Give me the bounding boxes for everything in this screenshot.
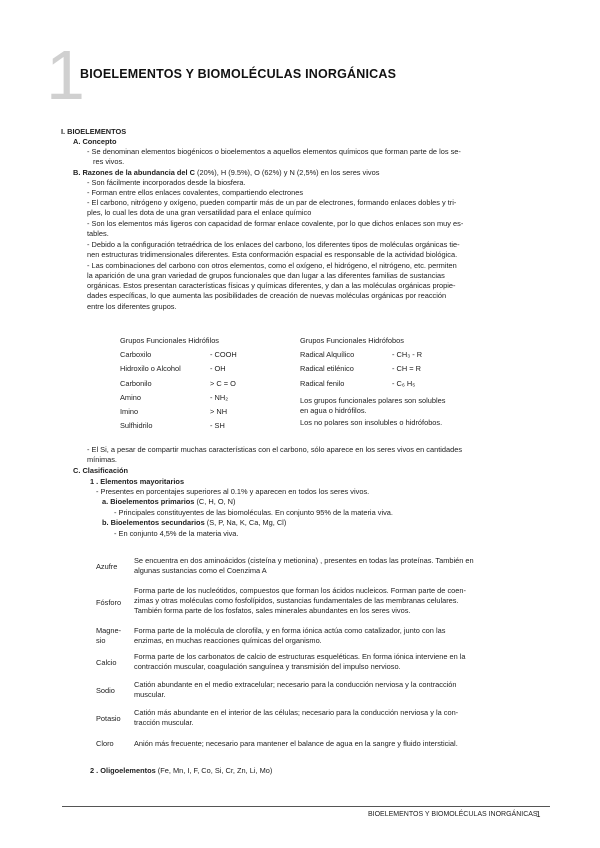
element-desc: muscular.: [134, 690, 166, 699]
element-desc: Forma parte de la molécula de clorofila, y en forma iónica actúa como catalizador, junto con las: [134, 626, 446, 635]
secondary-heading: [102, 518, 286, 528]
primary-elements: (C, H, O, N): [194, 497, 236, 506]
element-desc: enzimas, en muchas reacciones químicas del organismo.: [134, 636, 322, 645]
list-item: - Forman entre ellos enlaces covalentes, compartiendo electrones: [87, 188, 304, 197]
oligo-title: 2 . Oligoelementos: [90, 766, 156, 775]
list-item: tables.: [87, 229, 109, 238]
list-item: entre los diferentes grupos.: [87, 302, 177, 311]
group-name: Hidroxilo o Alcohol: [120, 364, 181, 373]
group-formula: - CH₃ - R: [392, 350, 423, 359]
element-label: Fósforo: [96, 598, 122, 607]
section-heading: I. BIOELEMENTOS: [61, 127, 127, 136]
group-note: Los no polares son insolubles o hidrófobos.: [300, 418, 443, 427]
group-formula: - OH: [210, 364, 226, 373]
element-desc: Catión abundante en el medio extracelular; necesario para la conducción nerviosa y la contracción: [134, 680, 457, 689]
group-formula: - NH₂: [210, 393, 229, 402]
element-label: sio: [96, 636, 106, 645]
group-name: Radical Alquílico: [300, 350, 355, 359]
element-label: Sodio: [96, 686, 115, 695]
hydrophilic-title: Grupos Funcionales Hidrófilos: [120, 336, 219, 345]
list-item: - Las combinaciones del carbono con otros elementos, como el oxígeno, el hidrógeno, el nitrógeno, etc. permiten: [87, 261, 457, 270]
element-label: Potasio: [96, 714, 121, 723]
element-desc: Forma parte de los nucleótidos, compuestos que forman los ácidos nucleicos. Forman parte de coen-: [134, 586, 466, 595]
element-desc: algunas sustancias como el Coenzima A: [134, 566, 267, 575]
secondary-title: b. Bioelementos secundarios: [102, 518, 205, 527]
element-desc: También forma parte de los fosfatos, sales minerales abundantes en los seres vivos.: [134, 606, 411, 615]
group-name: Imino: [120, 407, 139, 416]
element-desc: zimas y otras moléculas como fosfolípidos, sustancias fundamentales de las membranas celulares.: [134, 596, 459, 605]
group-formula: - C₆ H₅: [392, 379, 416, 388]
subsection-a-heading: A. Concepto: [73, 137, 117, 146]
list-item: ples, lo cual les dota de una gran versatilidad para el enlace químico: [87, 208, 312, 217]
element-desc: Se encuentra en dos aminoácidos (cisteína y metionina) , presentes en todas las proteínas. También en: [134, 556, 474, 565]
list-item: orgánicas. Estos presentan características físicas y químicas diferentes, y dan a las moléculas orgánicas propie-: [87, 281, 456, 290]
list-item: nen estructuras tridimensionales diferentes. Esta conformación espacial es responsable de la actividad biológica.: [87, 250, 458, 259]
subsection-b-title: B. Razones de la abundancia del C: [73, 168, 195, 177]
list-item: - Debido a la configuración tetraédrica de los enlaces del carbono, los diferentes tipos de moléculas orgánicas tie-: [87, 240, 460, 249]
primary-title: a. Bioelementos primarios: [102, 497, 195, 506]
list-item: - Son los elementos más ligeros con capacidad de formar enlace covalente, por lo que dichos enlaces son muy es-: [87, 219, 464, 228]
group-formula: > NH: [210, 407, 228, 416]
group-name: Carbonilo: [120, 379, 152, 388]
paragraph-line: res vivos.: [93, 157, 125, 166]
element-label: Magne-: [96, 626, 122, 635]
group-formula: - SH: [210, 421, 225, 430]
subsection-b-heading: [73, 168, 379, 178]
group-formula: - CH = R: [392, 364, 421, 373]
list-item: la aparición de una gran variedad de grupos funcionales que dan lugar a las diferentes familias de sustancias: [87, 271, 445, 280]
paragraph-line: - En conjunto 4,5% de la materia viva.: [114, 529, 239, 538]
footer-running-title: BIOELEMENTOS Y BIOMOLÉCULAS INORGÁNICAS: [368, 811, 538, 818]
subsection-b-rest: (20%), H (9.5%), O (62%) y N (2,5%) en los seres vivos: [194, 168, 380, 177]
group-name: Sulfhidrilo: [120, 421, 153, 430]
paragraph-line: mínimas.: [87, 455, 117, 464]
element-desc: Forma parte de los carbonatos de calcio de estructuras esqueléticas. En forma iónica interviene en la: [134, 652, 466, 661]
list-item: - El carbono, nitrógeno y oxígeno, pueden compartir más de un par de electrones, formando enlaces dobles y tri-: [87, 198, 457, 207]
list-item: - Son fácilmente incorporados desde la biosfera.: [87, 178, 246, 187]
group-name: Radical etilénico: [300, 364, 354, 373]
paragraph-line: - El Si, a pesar de compartir muchas características con el carbono, sólo aparece en los seres vivos en cantidades: [87, 445, 463, 454]
primary-heading: [102, 497, 235, 507]
secondary-elements: (S, P, Na, K, Ca, Mg, Cl): [204, 518, 287, 527]
hydrophobic-title: Grupos Funcionales Hidrófobos: [300, 336, 404, 345]
group-name: Carboxilo: [120, 350, 152, 359]
element-label: Cloro: [96, 739, 114, 748]
subsection-c-heading: C. Clasificación: [73, 466, 129, 475]
chapter-title: BIOELEMENTOS Y BIOMOLÉCULAS INORGÁNICAS: [80, 67, 397, 81]
paragraph-line: - Se denominan elementos biogénicos o bioelementos a aquellos elementos químicos que forman parte de los se-: [87, 147, 461, 156]
group-formula: > C = O: [210, 379, 236, 388]
oligo-elements: (Fe, Mn, I, F, Co, Si, Cr, Zn, Li, Mo): [155, 766, 273, 775]
element-desc: tracción muscular.: [134, 718, 194, 727]
chapter-number: 1: [46, 36, 85, 114]
group-note: en agua o hidrófilos.: [300, 406, 367, 415]
majority-heading: 1 . Elementos mayoritarios: [90, 477, 185, 486]
paragraph-line: - Presentes en porcentajes superiores al 0.1% y aparecen en todos los seres vivos.: [96, 487, 370, 496]
element-desc: contracción muscular, coagulación sanguínea y transmisión del impulso nervioso.: [134, 662, 401, 671]
group-formula: - COOH: [210, 350, 237, 359]
group-name: Amino: [120, 393, 141, 402]
footer-rule: [62, 806, 550, 807]
element-label: Calcio: [96, 658, 117, 667]
element-desc: Anión más frecuente; necesario para mantener el balance de agua en la sangre y fluido intersticial.: [134, 739, 458, 748]
page-number: 1: [536, 810, 541, 819]
oligo-heading: [90, 766, 272, 776]
group-name: Radical fenilo: [300, 379, 345, 388]
group-note: Los grupos funcionales polares son solubles: [300, 396, 446, 405]
list-item: dades específicas, lo que aumenta las posibilidades de creación de nuevas moléculas orgánicas por reacción: [87, 291, 447, 300]
element-label: Azufre: [96, 562, 118, 571]
paragraph-line: - Principales constituyentes de las biomoléculas. En conjunto 95% de la materia viva.: [114, 508, 393, 517]
element-desc: Catión más abundante en el interior de las células; necesario para la conducción nerviosa y la con-: [134, 708, 459, 717]
